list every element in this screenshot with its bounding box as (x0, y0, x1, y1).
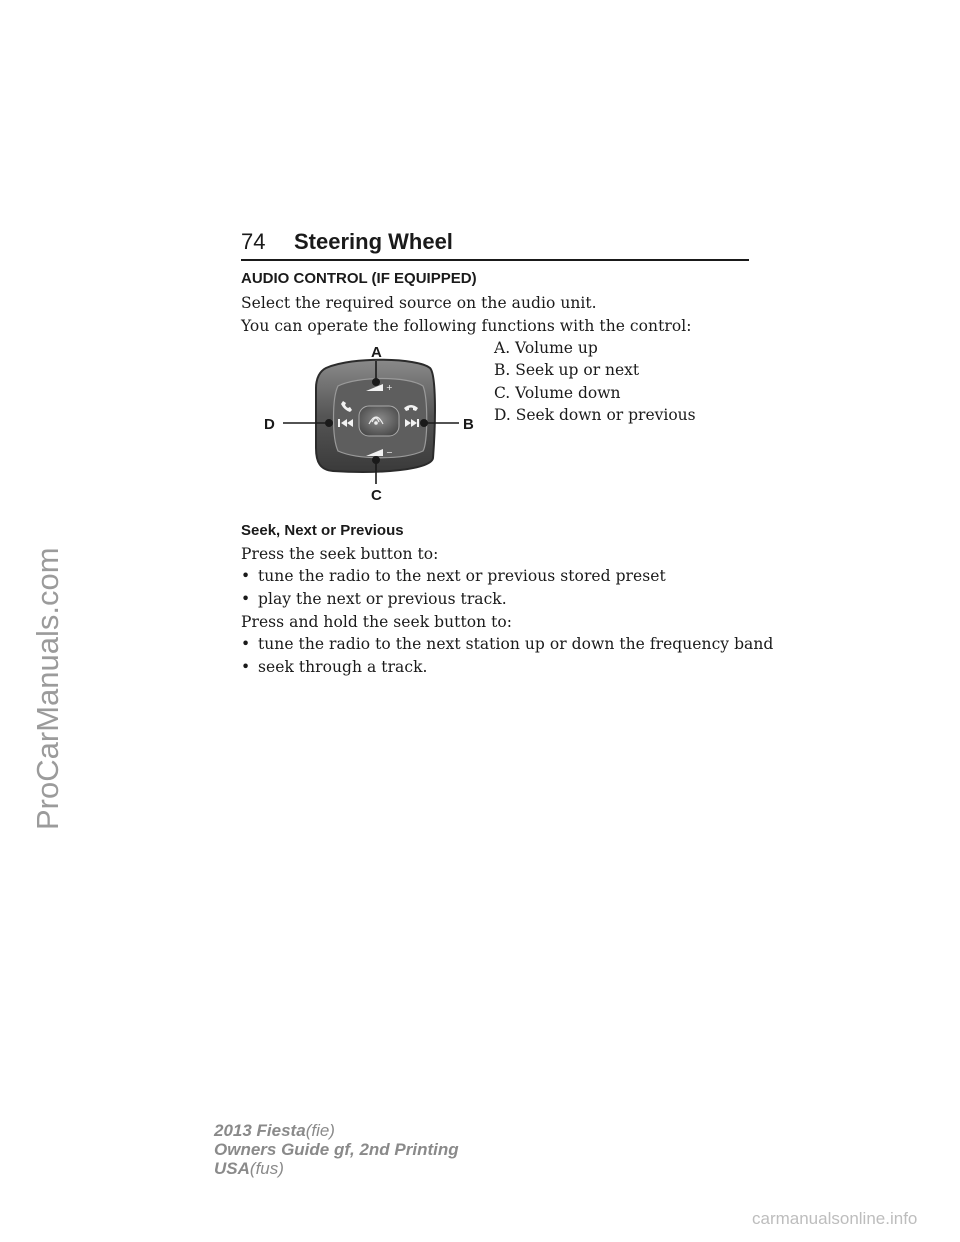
callout-d: D (264, 416, 275, 433)
bullet-icon: • (241, 590, 251, 608)
page-number: 74 (241, 229, 266, 254)
bullet-item (241, 635, 773, 653)
footer-market-code: (fus) (249, 1159, 284, 1178)
bullet-icon: • (241, 635, 251, 653)
site-watermark: carmanualsonline.info (752, 1209, 918, 1228)
bullet-icon: • (241, 658, 251, 676)
footer-market (214, 1159, 284, 1179)
bullet-text: seek through a track. (258, 658, 428, 676)
watermark: ProCarManuals.com (30, 547, 65, 830)
header-rule (241, 259, 749, 261)
footer-model-name: 2013 Fiesta (214, 1121, 306, 1140)
body-paragraph: Press the seek button to: (241, 545, 439, 563)
svg-text:−: − (386, 448, 393, 457)
page-title: Steering Wheel (294, 229, 453, 254)
svg-text:+: + (386, 383, 393, 392)
callout-a: A (371, 344, 382, 361)
legend-item: D. Seek down or previous (494, 406, 696, 424)
footer-guide (214, 1140, 459, 1160)
footer-guide-name: Owners Guide gf, 2nd Printing (214, 1140, 459, 1159)
bullet-text: play the next or previous track. (258, 590, 507, 608)
footer-model (214, 1121, 335, 1141)
body-paragraph: Press and hold the seek button to: (241, 613, 513, 631)
footer-market-name: USA (214, 1159, 250, 1178)
legend-item: B. Seek up or next (494, 361, 640, 379)
callout-c: C (371, 487, 382, 504)
subsection-heading: Seek, Next or Previous (241, 522, 404, 539)
intro-paragraph: Select the required source on the audio unit. (241, 294, 597, 312)
legend-item: A. Volume up (494, 339, 598, 357)
intro-paragraph: You can operate the following functions with the control: (241, 317, 692, 335)
bullet-text: tune the radio to the next station up or down the frequency band (258, 635, 774, 653)
bullet-icon: • (241, 567, 251, 585)
bullet-item (241, 567, 666, 585)
steering-wheel-audio-control-figure (258, 338, 488, 508)
bullet-item (241, 590, 507, 608)
bullet-text: tune the radio to the next or previous stored preset (258, 567, 666, 585)
section-heading: AUDIO CONTROL (IF EQUIPPED) (241, 270, 477, 287)
callout-b: B (463, 416, 474, 433)
legend-item: C. Volume down (494, 384, 621, 402)
bullet-item (241, 658, 427, 676)
footer-model-code: (fie) (305, 1121, 335, 1140)
